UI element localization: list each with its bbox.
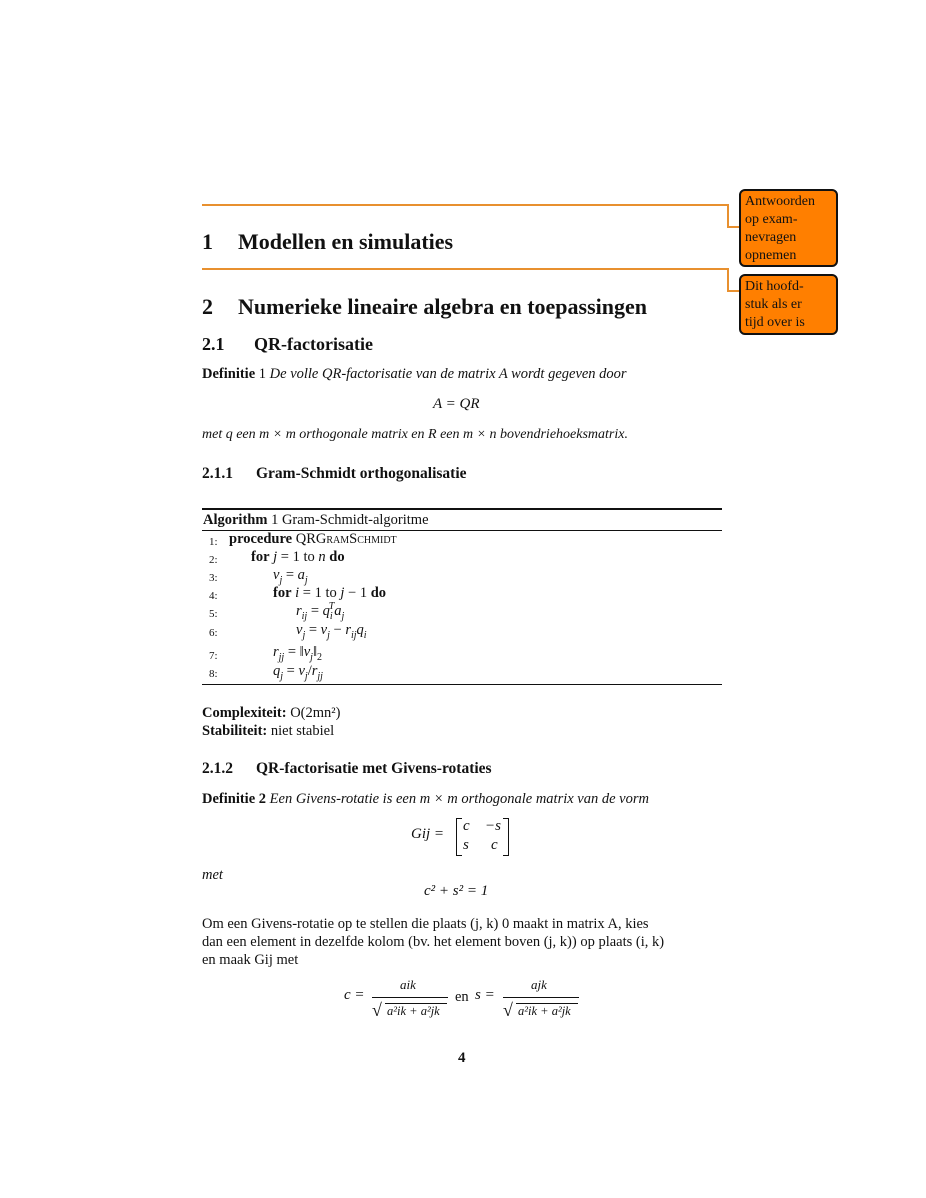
formula-c-lhs: c = (344, 987, 365, 1003)
equation-a-qr: A = QR (433, 396, 480, 412)
section-title: QR-factorisatie met Givens-rotaties (256, 760, 492, 777)
margin-note-exam-answers: Antwoorden op exam- nevragen opnemen (739, 189, 838, 267)
formula-s-fraction-bar (503, 997, 579, 998)
section-title: QR-factorisatie (254, 334, 373, 354)
complexity-label: Complexiteit: (202, 705, 287, 721)
algorithm-line-number: 4: (209, 590, 218, 602)
matrix-cell: s (463, 837, 469, 853)
complexity-line (202, 703, 340, 723)
definition-number: 1 (258, 366, 267, 382)
section-number: 1 (202, 229, 213, 254)
definition-text: De volle QR-factorisatie van de matrix A wordt gegeven door (269, 366, 627, 382)
algorithm-number: 1 (271, 512, 279, 528)
algorithm-line-number: 2: (209, 554, 218, 566)
matrix-cell: c (491, 837, 498, 853)
matrix-left-bracket (456, 818, 462, 856)
note-connector-2-end (727, 290, 739, 292)
definition-label: Definitie (202, 366, 256, 382)
formula-mid: en (455, 989, 469, 1005)
definition-1 (202, 364, 722, 384)
paragraph-line-1: Om een Givens-rotatie op te stellen die plaats (j, k) 0 maakt in matrix A, kies (202, 916, 649, 932)
formula-c-numerator: aik (400, 977, 416, 992)
met-label: met (202, 867, 223, 883)
complexity-value: O(2mn²) (290, 705, 341, 721)
section-number: 2.1.1 (202, 465, 233, 482)
algorithm-line-number: 7: (209, 650, 218, 662)
algorithm-line-1: procedure QRGramSchmidt (229, 531, 397, 547)
section-title: Numerieke lineaire algebra en toepassingen (238, 294, 647, 319)
algorithm-line-2: for j = 1 to n do (251, 549, 345, 565)
algorithm-line-6: $v_j = v_j - r_{ij}q_i$ (296, 622, 367, 641)
matrix-right-bracket (503, 818, 509, 856)
algorithm-line-5: $r_{ij} = q_i^Ta_j$ (296, 601, 345, 622)
section-number: 2 (202, 294, 213, 319)
section-2-1-2-heading (202, 760, 492, 778)
algorithm-bottom-rule (202, 684, 722, 685)
formula-c-sqrt: √ (372, 1000, 382, 1020)
definition-label: Definitie 2 (202, 791, 267, 807)
section-2-1-heading (202, 334, 373, 355)
formula-s-lhs: s = (475, 987, 495, 1003)
page-number: 4 (458, 1050, 466, 1066)
algorithm-title: Gram-Schmidt-algoritme (281, 512, 429, 528)
section-title: Modellen en simulaties (238, 229, 454, 254)
definition-1-continuation: met q een m × m orthogonale matrix en R een m × n bovendriehoeksmatrix. (202, 427, 628, 442)
section-number: 2.1 (202, 334, 225, 354)
algorithm-line-number: 5: (209, 608, 218, 620)
note-connector-1 (202, 204, 729, 206)
formula-s-denominator: a²ik + a²jk (518, 1004, 571, 1018)
paragraph-line-2: dan een element in dezelfde kolom (bv. het element boven (j, k)) op plaats (i, k) (202, 934, 665, 950)
margin-note-extra-chapter: Dit hoofd- stuk als er tijd over is (739, 274, 838, 335)
givens-lhs: Gij = (411, 826, 445, 842)
algorithm-line-8: $q_j = v_j/r_{jj}$ (273, 663, 323, 682)
formula-s-numerator: ajk (531, 977, 547, 992)
definition-text: Een Givens-rotatie is een m × m orthogonale matrix van de vorm (269, 791, 649, 807)
section-title: Gram-Schmidt orthogonalisatie (256, 465, 467, 482)
section-number: 2.1.2 (202, 760, 233, 777)
algorithm-line-number: 1: (209, 536, 218, 548)
note-connector-1-end (727, 226, 739, 228)
stability-line (202, 721, 334, 741)
matrix-cell: c (463, 818, 470, 834)
formula-c-denominator: a²ik + a²jk (387, 1004, 440, 1018)
algorithm-label: Algorithm (203, 512, 268, 528)
stability-value: niet stabiel (270, 723, 335, 739)
note-connector-1-vertical (727, 204, 729, 228)
formula-s-sqrt: √ (503, 1000, 513, 1020)
note-connector-2-vertical (727, 268, 729, 292)
formula-c-fraction-bar (372, 997, 448, 998)
definition-2 (202, 789, 722, 809)
algorithm-caption (203, 510, 429, 530)
paragraph-line-3: en maak Gij met (202, 952, 299, 968)
algorithm-line-number: 6: (209, 627, 218, 639)
algorithm-line-4: for i = 1 to j − 1 do (273, 585, 387, 601)
algorithm-line-3: $v_j = a_j$ (273, 567, 308, 586)
matrix-cell: −s (485, 818, 501, 834)
stability-label: Stabiliteit: (202, 723, 268, 739)
algorithm-line-number: 3: (209, 572, 218, 584)
section-2-1-1-heading (202, 465, 467, 483)
note-connector-2 (202, 268, 729, 270)
identity-equation: c² + s² = 1 (424, 883, 489, 899)
algorithm-line-number: 8: (209, 668, 218, 680)
algorithm-line-7: $r_{jj}$ = $‖v_j‖_2$ (273, 644, 323, 663)
section-2-heading (202, 294, 647, 320)
section-1-heading (202, 229, 453, 255)
